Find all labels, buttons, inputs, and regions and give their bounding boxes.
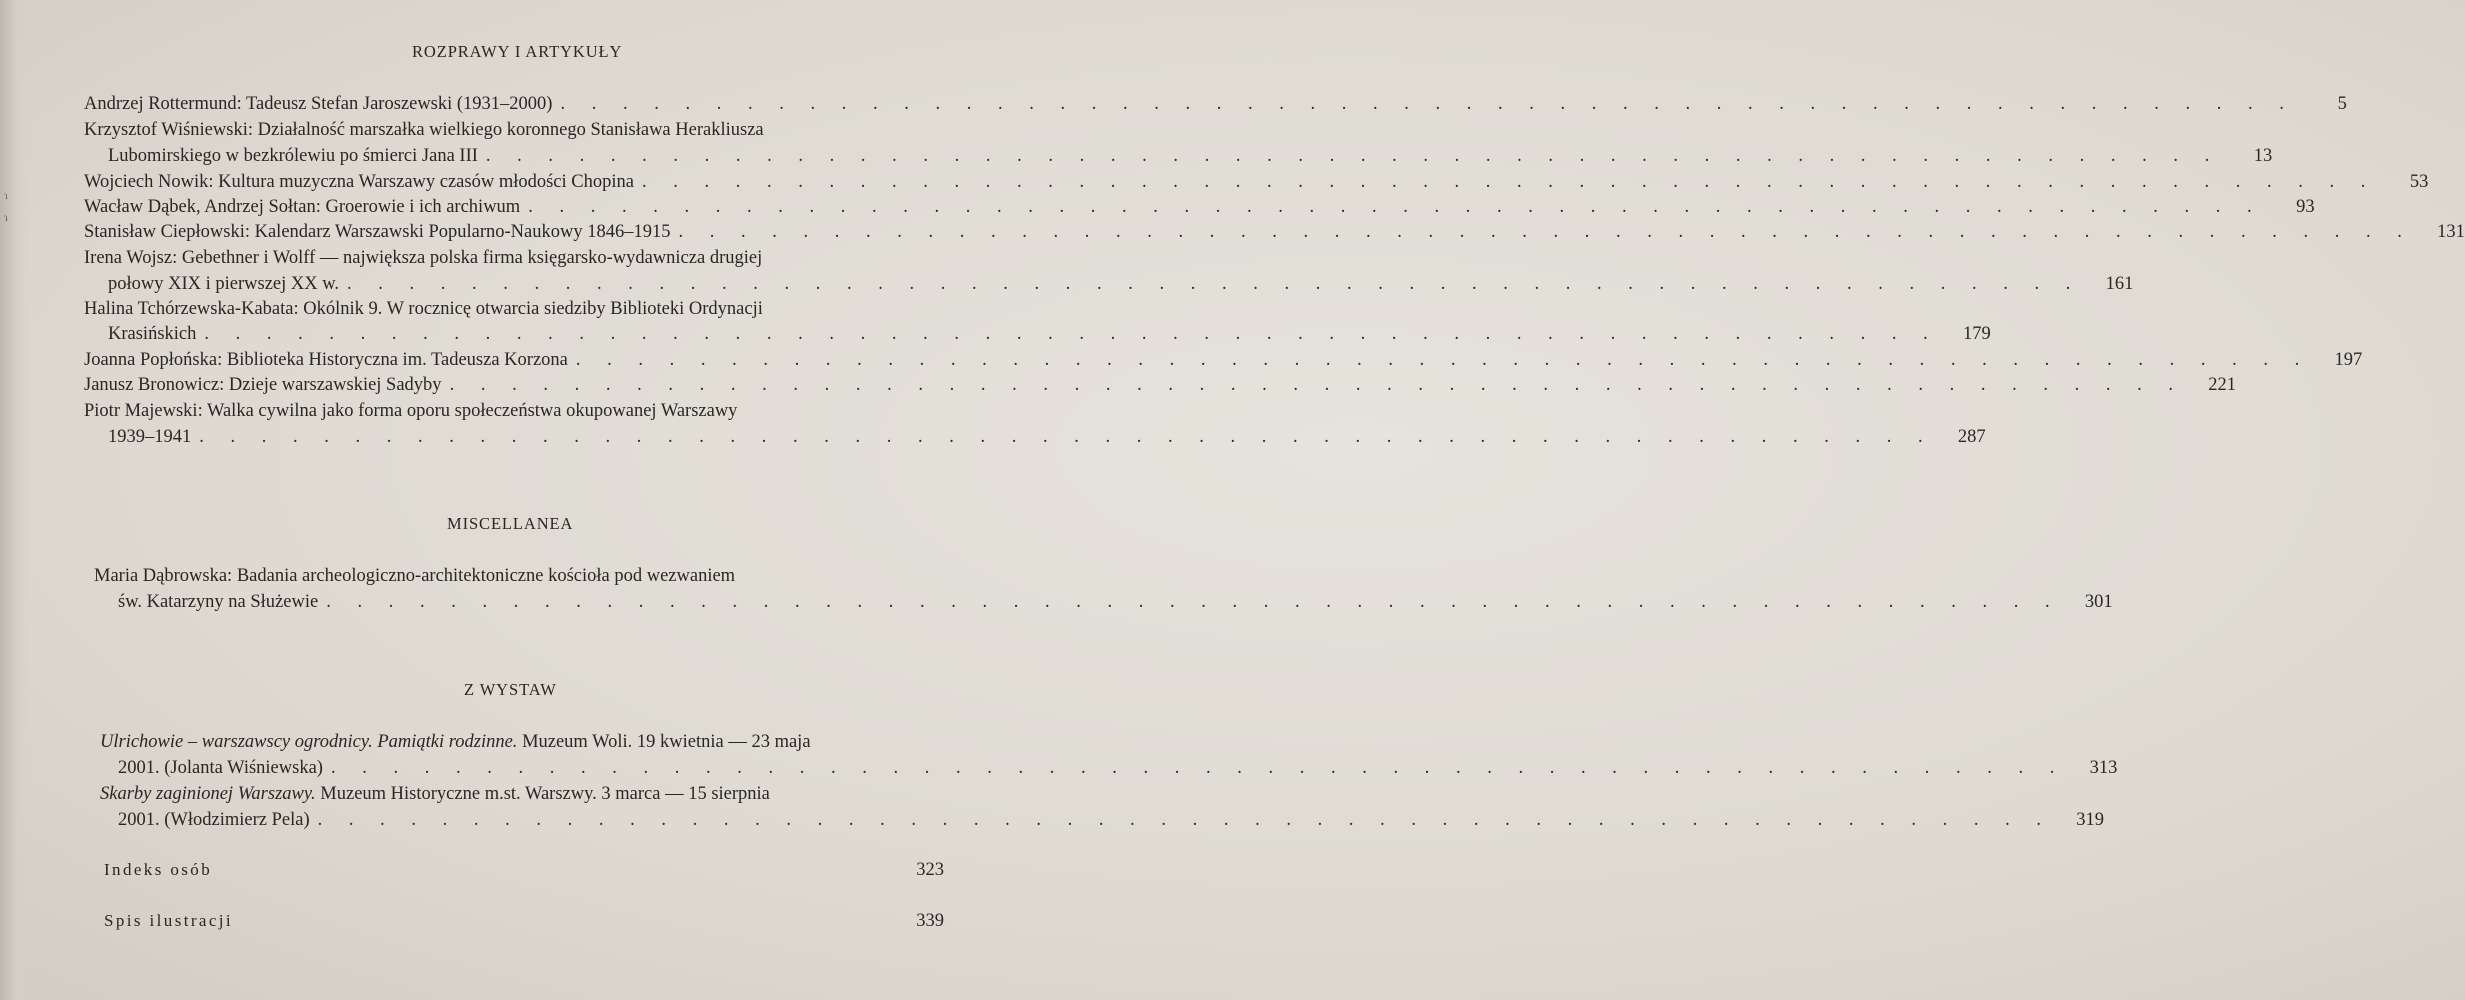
leader-dots: . . . . . . . . . . . . . . . . . . . . . . . . . . . . . . . . . . . . . . . . . . . . . . . . . . . . . . . . [317, 810, 2052, 830]
toc-entry-line [94, 566, 884, 590]
toc-entry [84, 222, 2465, 246]
toc-entry-text: Krasińskich [108, 324, 197, 344]
page-number: 197 [2334, 350, 2363, 370]
toc-entry-line [84, 401, 884, 425]
toc-entry-text [100, 732, 811, 753]
toc-entry-text: Janusz Bronowicz: Dzieje warszawskiej Sadyby [84, 375, 442, 395]
page-number: 301 [2084, 592, 2113, 612]
leader-dots: . . . . . . . . . . . . . . . . . . . . . . . . . . . . . . . . . . . . . . . . . . . . . . . . . . . . . . . . [204, 324, 1939, 344]
exhibition-details: Muzeum Historyczne m.st. Warszwy. 3 marca — 15 sierpnia [315, 784, 770, 804]
page-number: 13 [2253, 146, 2273, 166]
toc-entry [84, 197, 2315, 221]
page-number: 221 [2208, 375, 2236, 395]
leader-dots: . . . . . . . . . . . . . . . . . . . . . . . . . . . . . . . . . . . . . . . . . . . . . . . . . . . . . . . . [449, 375, 2184, 395]
toc-entry-line [84, 248, 884, 272]
toc-entry-text: 2001. (Jolanta Wiśniewska) [118, 758, 323, 778]
toc-entry-line [118, 592, 2113, 616]
index-label: Indeks osób [104, 860, 213, 879]
toc-entry [84, 350, 2363, 374]
section-title-rozprawy: ROZPRAWY I ARTYKUŁY [412, 42, 623, 61]
page-number: 313 [2089, 758, 2118, 778]
toc-entry [104, 860, 944, 884]
exhibition-title: Skarby zaginionej Warszawy. [100, 784, 316, 804]
illustrations-label: Spis ilustracji [104, 911, 234, 930]
leader-dots: . . . . . . . . . . . . . . . . . . . . . . . . . . . . . . . . . . . . . . . . . . . . . . . . . . . . . . . . [560, 94, 2295, 114]
page-number: 319 [2076, 810, 2104, 830]
leader-dots: . . . . . . . . . . . . . . . . . . . . . . . . . . . . . . . . . . . . . . . . . . . . . . . . . . . . . . . . [641, 172, 2377, 192]
leader-dots: . . . . . . . . . . . . . . . . . . . . . . . . . . . . . . . . . . . . . . . . . . . . . . . . . . . . . . . . [326, 592, 2061, 612]
page-number: 287 [1957, 427, 1986, 447]
toc-entry-text [100, 784, 770, 805]
toc-entry-text: Stanisław Ciepłowski: Kalendarz Warszawski Popularno-Naukowy 1846–1915 [84, 222, 671, 242]
leader-dots: . . . . . . . . . . . . . . . . . . . . . . . . . . . . . . . . . . . . . . . . . . . . . . . . . . . . . . . . [678, 222, 2413, 242]
page-number: 161 [2105, 274, 2134, 294]
toc-entry [104, 911, 944, 935]
toc-entry-text: Wacław Dąbek, Andrzej Sołtan: Groerowie i ich archiwum [84, 197, 521, 217]
toc-entry [84, 172, 2429, 196]
toc-entry [84, 375, 2236, 399]
toc-entry-text: Krzysztof Wiśniewski: Działalność marszałka wielkiego koronnego Stanisława Herakliusza [84, 120, 764, 140]
exhibition-title: Ulrichowie – warszawscy ogrodnicy. Pamiątki rodzinne. [100, 732, 518, 752]
toc-entry-text: św. Katarzyny na Służewie [118, 592, 319, 612]
toc-entry-text: połowy XIX i pierwszej XX w. [108, 274, 340, 294]
toc-entry-text: Lubomirskiego w bezkrólewiu po śmierci Jana III [108, 146, 478, 166]
toc-entry-line [84, 299, 884, 323]
toc-entry-line [118, 810, 2104, 834]
toc-entry-text: Maria Dąbrowska: Badania archeologiczno-architektoniczne kościoła pod wezwaniem [94, 566, 736, 586]
toc-entry-text: Halina Tchórzewska-Kabata: Okólnik 9. W rocznicę otwarcia siedziby Biblioteki Ordynacji [84, 299, 763, 319]
leader-dots: . . . . . . . . . . . . . . . . . . . . . . . . . . . . . . . . . . . . . . . . . . . . . . . . . . . . . . . . [330, 758, 2066, 778]
toc-entry-line [100, 732, 890, 756]
toc-entry-line [108, 427, 1986, 451]
gutter-mark: ɿ [4, 188, 8, 202]
page-number: 323 [916, 860, 944, 880]
page-number: 53 [2409, 172, 2429, 192]
leader-dots: . . . . . . . . . . . . . . . . . . . . . . . . . . . . . . . . . . . . . . . . . . . . . . . . . . . . . . . . [347, 274, 2082, 294]
toc-entry-line [108, 324, 1991, 348]
toc-entry-text: 1939–1941 [108, 427, 192, 447]
page-number: 93 [2296, 197, 2315, 217]
toc-entry-text: Andrzej Rottermund: Tadeusz Stefan Jaroszewski (1931–2000) [84, 94, 553, 114]
toc-entry-line [108, 274, 2134, 298]
leader-dots: . . . . . . . . . . . . . . . . . . . . . . . . . . . . . . . . . . . . . . . . . . . . . . . . . . . . . . . . [528, 197, 2263, 217]
toc-entry-line [118, 758, 2118, 782]
toc-entry-text: Irena Wojsz: Gebethner i Wolff — największa polska firma księgarsko-wydawnicza drugiej [84, 248, 763, 268]
leader-dots: . . . . . . . . . . . . . . . . . . . . . . . . . . . . . . . . . . . . . . . . . . . . . . . . . . . . . . . . [575, 350, 2311, 370]
page-number: 339 [916, 911, 944, 931]
page-number: 5 [2337, 94, 2347, 114]
leader-dots: . . . . . . . . . . . . . . . . . . . . . . . . . . . . . . . . . . . . . . . . . . . . . . . . . . . . . . . . [199, 427, 1934, 447]
toc-entry-line [108, 146, 2273, 170]
section-title-miscellanea: MISCELLANEA [447, 514, 574, 533]
toc-entry-text: Wojciech Nowik: Kultura muzyczna Warszawy czasów młodości Chopina [84, 172, 634, 192]
toc-entry-line [84, 120, 884, 144]
toc-entry [84, 94, 2347, 118]
toc-entry-line [100, 784, 890, 808]
toc-entry-text: 2001. (Włodzimierz Pela) [118, 810, 310, 830]
page-number: 179 [1963, 324, 1991, 344]
toc-entry-text: Piotr Majewski: Walka cywilna jako forma oporu społeczeństwa okupowanej Warszawy [84, 401, 738, 421]
page-number: 131 [2437, 222, 2465, 242]
gutter-mark: ɿ [4, 210, 8, 224]
leader-dots: . . . . . . . . . . . . . . . . . . . . . . . . . . . . . . . . . . . . . . . . . . . . . . . . . . . . . . . . [485, 146, 2221, 166]
section-title-wystawy: Z WYSTAW [464, 680, 557, 699]
exhibition-details: Muzeum Woli. 19 kwietnia — 23 maja [517, 732, 811, 752]
toc-entry-text: Joanna Popłońska: Biblioteka Historyczna im. Tadeusza Korzona [84, 350, 568, 370]
